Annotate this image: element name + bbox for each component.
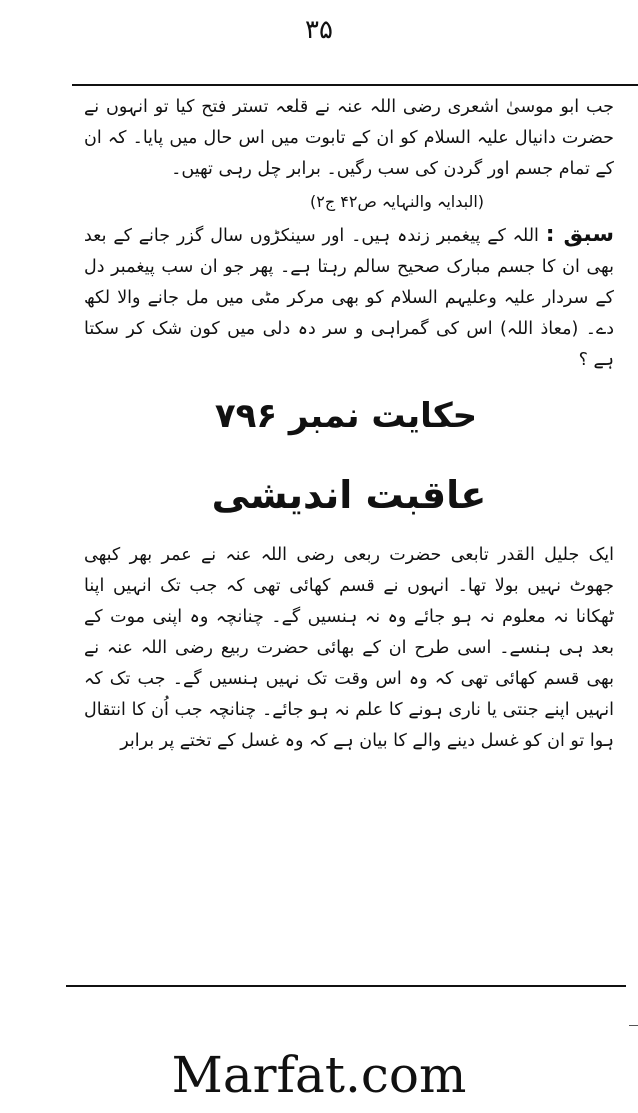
header-rule <box>72 84 638 86</box>
story-paragraph: ایک جلیل القدر تابعی حضرت ربعی رضی اللہ عنہ نے عمر بھر کبھی جھوٹ نہیں بولا تھا۔ انہوں نے قسم کھائی تھی کہ جب تک انہیں اپنا ٹھکانا نہ معلوم نہ ہو جائے وہ نہ ہنسیں گے۔ چنانچہ وہ اپنی موت کے بعد ہی ہنسے۔ اسی طرح ان کے بھائی حضرت ربیع رضی اللہ عنہ نے بھی قسم کھائی تھی کہ وہ اس وقت تک نہیں ہنسیں گے۔ جب تک کہ انہیں اپنے جنتی یا ناری ہونے کا علم نہ ہو جائے۔ چنانچہ جب اُن کا انتقال ہوا تو ان کو غسل دینے والے کا بیان ہے کہ وہ غسل کے تختے پر برابر <box>84 545 614 751</box>
paragraph-tabut: جب ابو موسیٰ اشعری رضی اللہ عنہ نے قلعہ تستر فتح کیا تو انہوں نے حضرت دانیال علیہ السلام کو ان کے تابوت میں اس حال میں پایا۔ کہ ان کے تمام جسم اور گردن کی سب رگیں۔ برابر چل رہی تھیں۔ <box>84 97 614 179</box>
page-number: ۳۵ <box>305 15 333 45</box>
story-number-heading: حکایت نمبر ۷۹۶ <box>214 396 478 436</box>
watermark-text: Marfat.com <box>171 1046 467 1104</box>
lesson-label: سبق : <box>545 222 614 247</box>
lesson-paragraph <box>84 219 614 376</box>
page-body <box>84 92 614 757</box>
footer-rule <box>66 985 626 987</box>
story-title-heading: عاقبت اندیشی <box>211 473 487 517</box>
reference-citation: (البدایہ والنہایہ ص۴۲ ج۲) <box>310 192 484 211</box>
lesson-text: اللہ کے پیغمبر زندہ ہیں۔ اور سینکڑوں سال گزر جانے کے بعد بھی ان کا جسم مبارک صحیح سالم رہتا ہے۔ پھر جو ان سب پیغمبر دل کے سردار علیہ وعلیہم السلام کو بھی مرکر مٹی میں مل جانے والا لکھ دے۔ (معاذ اللہ) اس کی گمراہی و سر دہ دلی میں کون شک کر سکتا ہے ؟ <box>84 226 614 370</box>
edge-mark <box>629 1025 638 1026</box>
